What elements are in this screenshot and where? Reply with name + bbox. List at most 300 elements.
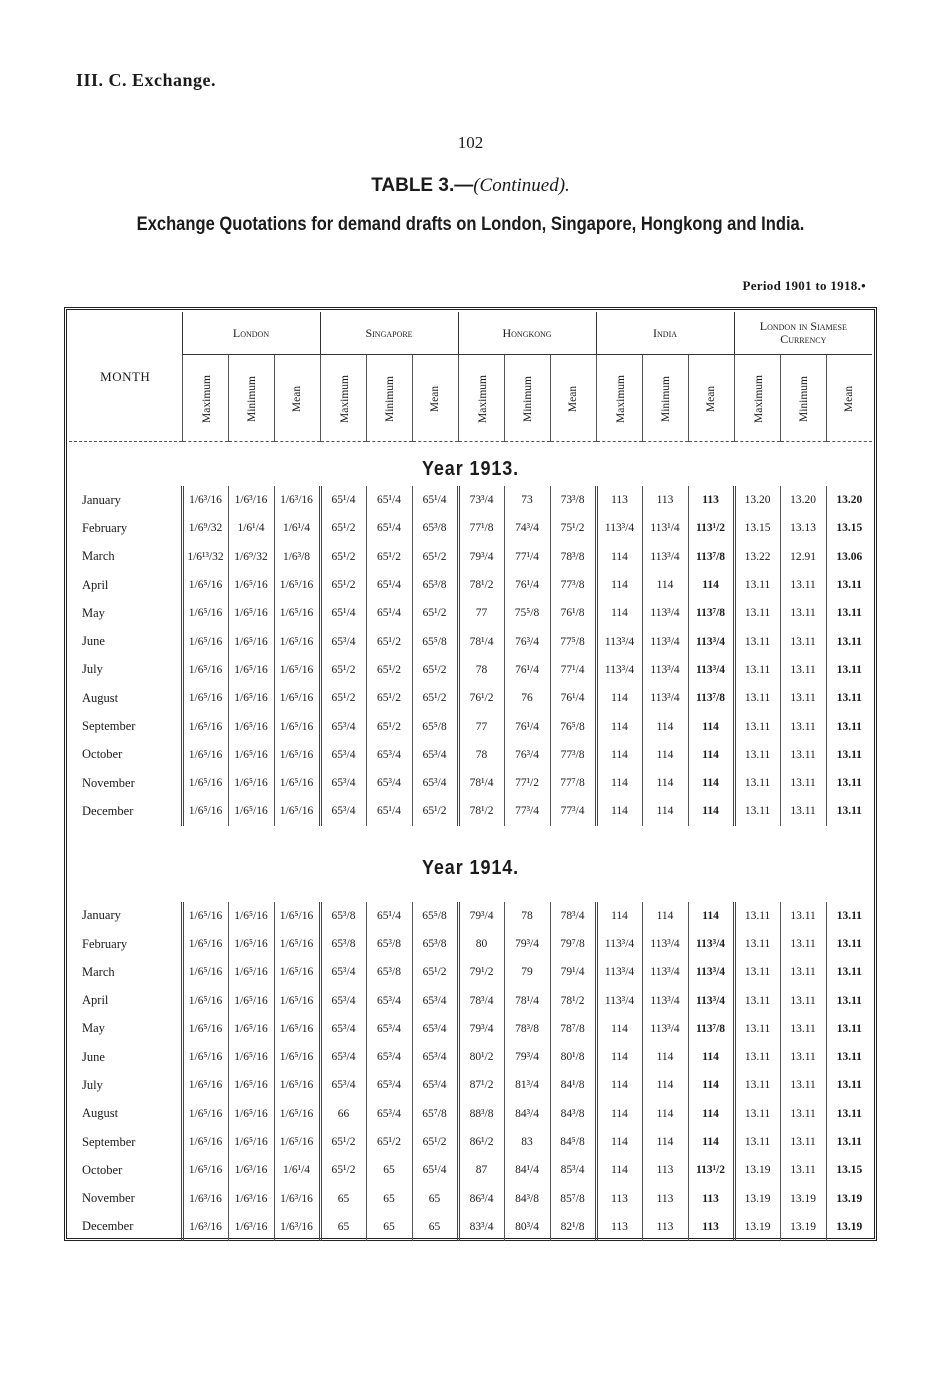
value-cell: 1/6⁵/16 (228, 627, 274, 655)
value-cell: 13.20 (780, 486, 826, 514)
value-cell: 1/6⁵/16 (182, 571, 228, 599)
value-cell: 13.11 (826, 769, 872, 797)
value-cell: 1/6⁵/16 (182, 1043, 228, 1071)
month-cell: September (82, 719, 136, 734)
value-cell: 1/6⁵/16 (228, 902, 274, 930)
year-heading: Year 1914. (421, 857, 520, 880)
value-cell: 1/6³/16 (182, 486, 228, 514)
value-cell: 114 (688, 902, 734, 930)
section-heading: III. C. Exchange. (76, 70, 217, 90)
value-cell: 76¹/4 (504, 656, 550, 684)
value-cell: 76³/4 (504, 741, 550, 769)
value-cell: 78 (458, 741, 504, 769)
value-cell: 65³/4 (320, 1071, 366, 1099)
value-cell: 114 (642, 1071, 688, 1099)
value-cell: 77³/4 (550, 797, 596, 825)
subheader-label: Maximum (338, 374, 351, 423)
table-row (69, 902, 872, 930)
value-cell: 13.19 (780, 1185, 826, 1213)
page-number: 102 (457, 133, 484, 152)
value-cell: 114 (642, 571, 688, 599)
month-cell: June (82, 1049, 105, 1064)
table-row (69, 986, 872, 1014)
value-cell: 113 (688, 1185, 734, 1213)
value-cell: 1/6⁹/32 (182, 514, 228, 542)
value-cell: 13.11 (780, 958, 826, 986)
table-row (69, 571, 872, 599)
value-cell: 114 (596, 1156, 642, 1184)
value-cell: 65⁷/8 (412, 1100, 458, 1128)
value-cell: 1/6⁵/16 (274, 1128, 320, 1156)
value-cell: 79³/4 (458, 902, 504, 930)
value-cell: 114 (596, 571, 642, 599)
value-cell: 113³/4 (642, 930, 688, 958)
group-header-hongkong: Hongkong (458, 312, 596, 355)
value-cell: 1/6⁵/16 (274, 656, 320, 684)
subheader-minimum (504, 355, 550, 442)
value-cell: 65¹/2 (320, 1156, 366, 1184)
value-cell: 113³/4 (642, 1015, 688, 1043)
value-cell: 84⁵/8 (550, 1128, 596, 1156)
value-cell: 76¹/8 (550, 599, 596, 627)
value-cell: 65¹/4 (366, 902, 412, 930)
value-cell: 79³/4 (504, 1043, 550, 1071)
value-cell: 114 (642, 712, 688, 740)
value-cell: 113¹/4 (642, 514, 688, 542)
value-cell: 1/6⁵/16 (182, 1100, 228, 1128)
table-subtitle: Exchange Quotations for demand drafts on London, Singapore, Hongkong and India. (136, 214, 805, 235)
value-cell: 65¹/2 (366, 1128, 412, 1156)
value-cell: 13.19 (734, 1156, 780, 1184)
value-cell: 13.11 (826, 712, 872, 740)
value-cell: 13.11 (826, 1128, 872, 1156)
value-cell: 114 (596, 543, 642, 571)
value-cell: 65¹/2 (320, 514, 366, 542)
subheader-maximum (458, 355, 504, 442)
value-cell: 114 (688, 1100, 734, 1128)
value-cell: 65 (366, 1185, 412, 1213)
table-row (69, 1213, 872, 1241)
value-cell: 65¹/2 (412, 656, 458, 684)
subheader-maximum (734, 355, 780, 442)
value-cell: 13.11 (780, 712, 826, 740)
value-cell: 13.11 (780, 627, 826, 655)
value-cell: 75¹/2 (550, 514, 596, 542)
value-cell: 13.11 (826, 1015, 872, 1043)
subheader-label: Minimum (797, 375, 810, 422)
value-cell: 1/6⁵/16 (228, 1128, 274, 1156)
value-cell: 78¹/4 (504, 986, 550, 1014)
value-cell: 77¹/4 (550, 656, 596, 684)
value-cell: 1/6⁵/16 (182, 769, 228, 797)
value-cell: 88³/8 (458, 1100, 504, 1128)
value-cell: 65³/4 (320, 769, 366, 797)
value-cell: 1/6⁵/16 (228, 741, 274, 769)
group-header-london: London (182, 312, 320, 355)
value-cell: 114 (688, 797, 734, 825)
month-cell: November (82, 1191, 135, 1206)
value-cell: 13.11 (734, 599, 780, 627)
value-cell: 65³/4 (412, 1071, 458, 1099)
value-cell: 13.11 (780, 902, 826, 930)
subheader-label: Minimum (245, 375, 258, 422)
value-cell: 113 (642, 1213, 688, 1241)
value-cell: 114 (688, 769, 734, 797)
value-cell: 114 (596, 1015, 642, 1043)
value-cell: 65¹/2 (412, 797, 458, 825)
value-cell: 1/6⁵/16 (228, 656, 274, 684)
value-cell: 1/6³/16 (228, 1185, 274, 1213)
month-cell: January (82, 908, 121, 923)
subheader-minimum (642, 355, 688, 442)
value-cell: 65¹/2 (320, 656, 366, 684)
value-cell: 65¹/2 (412, 684, 458, 712)
value-cell: 84¹/4 (504, 1156, 550, 1184)
value-cell: 73 (504, 486, 550, 514)
value-cell: 1/6⁵/16 (228, 1015, 274, 1043)
value-cell: 114 (596, 797, 642, 825)
value-cell: 114 (596, 741, 642, 769)
value-cell: 13.11 (734, 571, 780, 599)
value-cell: 1/6⁵/16 (274, 684, 320, 712)
value-cell: 13.11 (734, 741, 780, 769)
value-cell: 65 (320, 1185, 366, 1213)
value-cell: 13.11 (780, 1156, 826, 1184)
month-cell: May (82, 1021, 105, 1036)
value-cell: 113³/4 (642, 543, 688, 571)
table-row (69, 712, 872, 740)
period-label: Period 1901 to 1918.• (742, 278, 866, 293)
value-cell: 13.11 (826, 1100, 872, 1128)
value-cell: 1/6⁵/16 (228, 930, 274, 958)
value-cell: 113³/4 (688, 958, 734, 986)
table-row (69, 1015, 872, 1043)
subheader-mean (826, 355, 872, 442)
value-cell: 1/6⁵/16 (274, 627, 320, 655)
year-heading-row (69, 852, 872, 886)
value-cell: 77³/8 (550, 741, 596, 769)
value-cell: 76¹/4 (550, 684, 596, 712)
value-cell: 79³/4 (458, 1015, 504, 1043)
value-cell: 65³/4 (366, 741, 412, 769)
value-cell: 13.11 (826, 902, 872, 930)
value-cell: 1/6³/8 (274, 543, 320, 571)
value-cell: 77³/4 (504, 797, 550, 825)
value-cell: 113³/4 (596, 958, 642, 986)
value-cell: 79⁷/8 (550, 930, 596, 958)
value-cell: 78³/4 (458, 986, 504, 1014)
month-cell: June (82, 634, 105, 649)
value-cell: 84¹/8 (550, 1071, 596, 1099)
value-cell: 65 (412, 1185, 458, 1213)
table-row (69, 958, 872, 986)
value-cell: 1/6⁵/16 (274, 741, 320, 769)
value-cell: 13.11 (826, 1071, 872, 1099)
value-cell: 78¹/4 (458, 627, 504, 655)
value-cell: 65¹/2 (366, 656, 412, 684)
value-cell: 113³/4 (642, 986, 688, 1014)
subheader-label: Minimum (383, 375, 396, 422)
value-cell: 13.11 (734, 1071, 780, 1099)
value-cell: 13.11 (734, 627, 780, 655)
table-title (0, 175, 941, 197)
value-cell: 1/6⁵/16 (182, 902, 228, 930)
value-cell: 78⁷/8 (550, 1015, 596, 1043)
value-cell: 1/6⁵/16 (228, 958, 274, 986)
value-cell: 78¹/2 (458, 797, 504, 825)
value-cell: 1/6⁵/16 (274, 958, 320, 986)
value-cell: 114 (642, 769, 688, 797)
table-body (69, 442, 872, 1242)
value-cell: 13.11 (826, 741, 872, 769)
value-cell: 113⁷/8 (688, 543, 734, 571)
value-cell: 77³/8 (550, 571, 596, 599)
value-cell: 1/6⁵/16 (182, 656, 228, 684)
value-cell: 74³/4 (504, 514, 550, 542)
value-cell: 13.11 (780, 986, 826, 1014)
subheader-mean (688, 355, 734, 442)
value-cell: 87 (458, 1156, 504, 1184)
value-cell: 1/6³/16 (228, 1156, 274, 1184)
table-row (69, 1043, 872, 1071)
subheader-row (69, 355, 872, 442)
month-cell: October (82, 747, 123, 762)
value-cell: 65³/4 (412, 769, 458, 797)
group-header-singapore: Singapore (320, 312, 458, 355)
value-cell: 1/6⁵/16 (182, 1071, 228, 1099)
value-cell: 114 (596, 902, 642, 930)
value-cell: 113 (642, 486, 688, 514)
table-row (69, 627, 872, 655)
value-cell: 65¹/2 (320, 684, 366, 712)
value-cell: 65¹/4 (366, 797, 412, 825)
subheader-maximum (182, 355, 228, 442)
value-cell: 76¹/4 (504, 712, 550, 740)
value-cell: 1/6⁹/32 (228, 543, 274, 571)
value-cell: 13.20 (734, 486, 780, 514)
value-cell: 77¹/8 (458, 514, 504, 542)
value-cell: 65⁵/8 (412, 902, 458, 930)
value-cell: 13.11 (780, 1043, 826, 1071)
value-cell: 80¹/8 (550, 1043, 596, 1071)
value-cell: 113 (688, 486, 734, 514)
value-cell: 65³/8 (412, 930, 458, 958)
value-cell: 1/6⁵/16 (182, 930, 228, 958)
value-cell: 113³/4 (642, 684, 688, 712)
value-cell: 80¹/2 (458, 1043, 504, 1071)
exchange-table (69, 312, 872, 1241)
value-cell: 77¹/2 (504, 769, 550, 797)
value-cell: 13.11 (826, 1043, 872, 1071)
value-cell: 113 (596, 486, 642, 514)
value-cell: 66 (320, 1100, 366, 1128)
subheader-label: Maximum (752, 374, 765, 423)
value-cell: 1/6⁵/16 (182, 1128, 228, 1156)
value-cell: 1/6¹/4 (274, 514, 320, 542)
subheader-label: Mean (429, 385, 442, 412)
value-cell: 85³/4 (550, 1156, 596, 1184)
value-cell: 65³/8 (366, 958, 412, 986)
subheader-label: Minimum (659, 375, 672, 422)
value-cell: 83 (504, 1128, 550, 1156)
value-cell: 113³/4 (642, 627, 688, 655)
value-cell: 1/6⁵/16 (274, 1043, 320, 1071)
value-cell: 1/6³/16 (228, 1213, 274, 1241)
subheader-label: Maximum (614, 374, 627, 423)
value-cell: 65³/8 (412, 571, 458, 599)
value-cell: 13.11 (734, 1128, 780, 1156)
value-cell: 113³/4 (688, 627, 734, 655)
value-cell: 113 (642, 1156, 688, 1184)
value-cell: 1/6⁵/16 (182, 741, 228, 769)
value-cell: 114 (596, 599, 642, 627)
value-cell: 65 (366, 1213, 412, 1241)
value-cell: 76³/4 (504, 627, 550, 655)
value-cell: 13.11 (780, 1128, 826, 1156)
value-cell: 79³/4 (458, 543, 504, 571)
value-cell: 65³/4 (320, 741, 366, 769)
value-cell: 65³/8 (366, 930, 412, 958)
value-cell: 85⁷/8 (550, 1185, 596, 1213)
value-cell: 65³/4 (320, 797, 366, 825)
value-cell: 114 (688, 741, 734, 769)
table-row (69, 543, 872, 571)
value-cell: 65¹/4 (366, 514, 412, 542)
value-cell: 1/6⁵/16 (228, 1100, 274, 1128)
value-cell: 65¹/4 (412, 1156, 458, 1184)
value-cell: 13.19 (780, 1213, 826, 1241)
value-cell: 84³/8 (550, 1100, 596, 1128)
value-cell: 13.19 (826, 1185, 872, 1213)
value-cell: 113³/4 (642, 958, 688, 986)
value-cell: 114 (688, 1128, 734, 1156)
value-cell: 1/6⁵/16 (182, 797, 228, 825)
value-cell: 13.22 (734, 543, 780, 571)
value-cell: 65³/8 (320, 930, 366, 958)
value-cell: 13.11 (734, 902, 780, 930)
value-cell: 77⁵/8 (550, 627, 596, 655)
subheader-label: Mean (291, 385, 303, 412)
value-cell: 78³/8 (550, 543, 596, 571)
value-cell: 113³/4 (596, 627, 642, 655)
value-cell: 1/6⁵/16 (274, 571, 320, 599)
value-cell: 13.11 (780, 571, 826, 599)
value-cell: 65¹/2 (366, 684, 412, 712)
value-cell: 1/6⁵/16 (274, 769, 320, 797)
value-cell: 13.11 (780, 769, 826, 797)
value-cell: 1/6³/16 (274, 1213, 320, 1241)
value-cell: 114 (642, 1100, 688, 1128)
value-cell: 81³/4 (504, 1071, 550, 1099)
value-cell: 65³/4 (320, 1015, 366, 1043)
value-cell: 65³/8 (412, 514, 458, 542)
value-cell: 65¹/2 (412, 958, 458, 986)
value-cell: 65¹/2 (366, 712, 412, 740)
value-cell: 1/6⁵/16 (182, 712, 228, 740)
subheader-mean (274, 355, 320, 442)
table-header (69, 312, 872, 442)
subheader-label: Mean (843, 385, 856, 412)
value-cell: 13.19 (734, 1213, 780, 1241)
value-cell: 1/6⁵/16 (228, 1043, 274, 1071)
value-cell: 113 (642, 1185, 688, 1213)
month-cell: July (82, 662, 103, 677)
value-cell: 1/6⁵/16 (182, 627, 228, 655)
value-cell: 1/6⁵/16 (228, 986, 274, 1014)
group-header-london-siamese: London in Siamese Currency (734, 312, 872, 355)
value-cell: 13.11 (734, 958, 780, 986)
value-cell: 79¹/4 (550, 958, 596, 986)
value-cell: 78³/4 (550, 902, 596, 930)
table-row (69, 769, 872, 797)
value-cell: 114 (596, 1100, 642, 1128)
value-cell: 82¹/8 (550, 1213, 596, 1241)
value-cell: 65 (320, 1213, 366, 1241)
value-cell: 114 (642, 902, 688, 930)
value-cell: 113³/4 (596, 656, 642, 684)
subheader-minimum (780, 355, 826, 442)
value-cell: 1/6⁵/16 (228, 599, 274, 627)
table-row (69, 1156, 872, 1184)
value-cell: 13.11 (734, 769, 780, 797)
value-cell: 78³/8 (504, 1015, 550, 1043)
subheader-maximum (596, 355, 642, 442)
value-cell: 79¹/2 (458, 958, 504, 986)
value-cell: 1/6¹/4 (228, 514, 274, 542)
value-cell: 78 (458, 656, 504, 684)
value-cell: 1/6⁵/16 (228, 1071, 274, 1099)
table-continued: (Continued). (473, 175, 570, 196)
subheader-minimum (228, 355, 274, 442)
value-cell: 84³/8 (504, 1185, 550, 1213)
month-cell: April (82, 993, 109, 1008)
value-cell: 1/6⁵/16 (182, 1015, 228, 1043)
value-cell: 1/6⁵/16 (274, 599, 320, 627)
value-cell: 78¹/2 (550, 986, 596, 1014)
table-row (69, 1071, 872, 1099)
value-cell: 65³/4 (320, 627, 366, 655)
value-cell: 113¹/2 (688, 1156, 734, 1184)
value-cell: 65¹/2 (412, 599, 458, 627)
value-cell: 1/6³/16 (274, 486, 320, 514)
value-cell: 114 (596, 684, 642, 712)
value-cell: 76¹/4 (504, 571, 550, 599)
value-cell: 80³/4 (504, 1213, 550, 1241)
value-cell: 1/6⁵/16 (228, 769, 274, 797)
value-cell: 65¹/2 (320, 1128, 366, 1156)
value-cell: 65 (366, 1156, 412, 1184)
value-cell: 65¹/4 (366, 486, 412, 514)
value-cell: 13.11 (734, 712, 780, 740)
value-cell: 113³/4 (596, 514, 642, 542)
value-cell: 65¹/4 (320, 599, 366, 627)
month-cell: March (82, 964, 115, 979)
subheader-label: Mean (567, 385, 580, 412)
month-cell: January (82, 492, 121, 507)
value-cell: 113³/4 (688, 656, 734, 684)
value-cell: 1/6⁵/16 (274, 1015, 320, 1043)
value-cell: 13.11 (826, 656, 872, 684)
month-cell: July (82, 1077, 103, 1092)
value-cell: 13.11 (734, 986, 780, 1014)
value-cell: 65³/4 (412, 986, 458, 1014)
month-cell: February (82, 936, 128, 951)
month-cell: March (82, 549, 115, 564)
value-cell: 114 (688, 571, 734, 599)
value-cell: 13.19 (734, 1185, 780, 1213)
subheader-label: Minimum (521, 375, 534, 422)
value-cell: 113 (596, 1185, 642, 1213)
